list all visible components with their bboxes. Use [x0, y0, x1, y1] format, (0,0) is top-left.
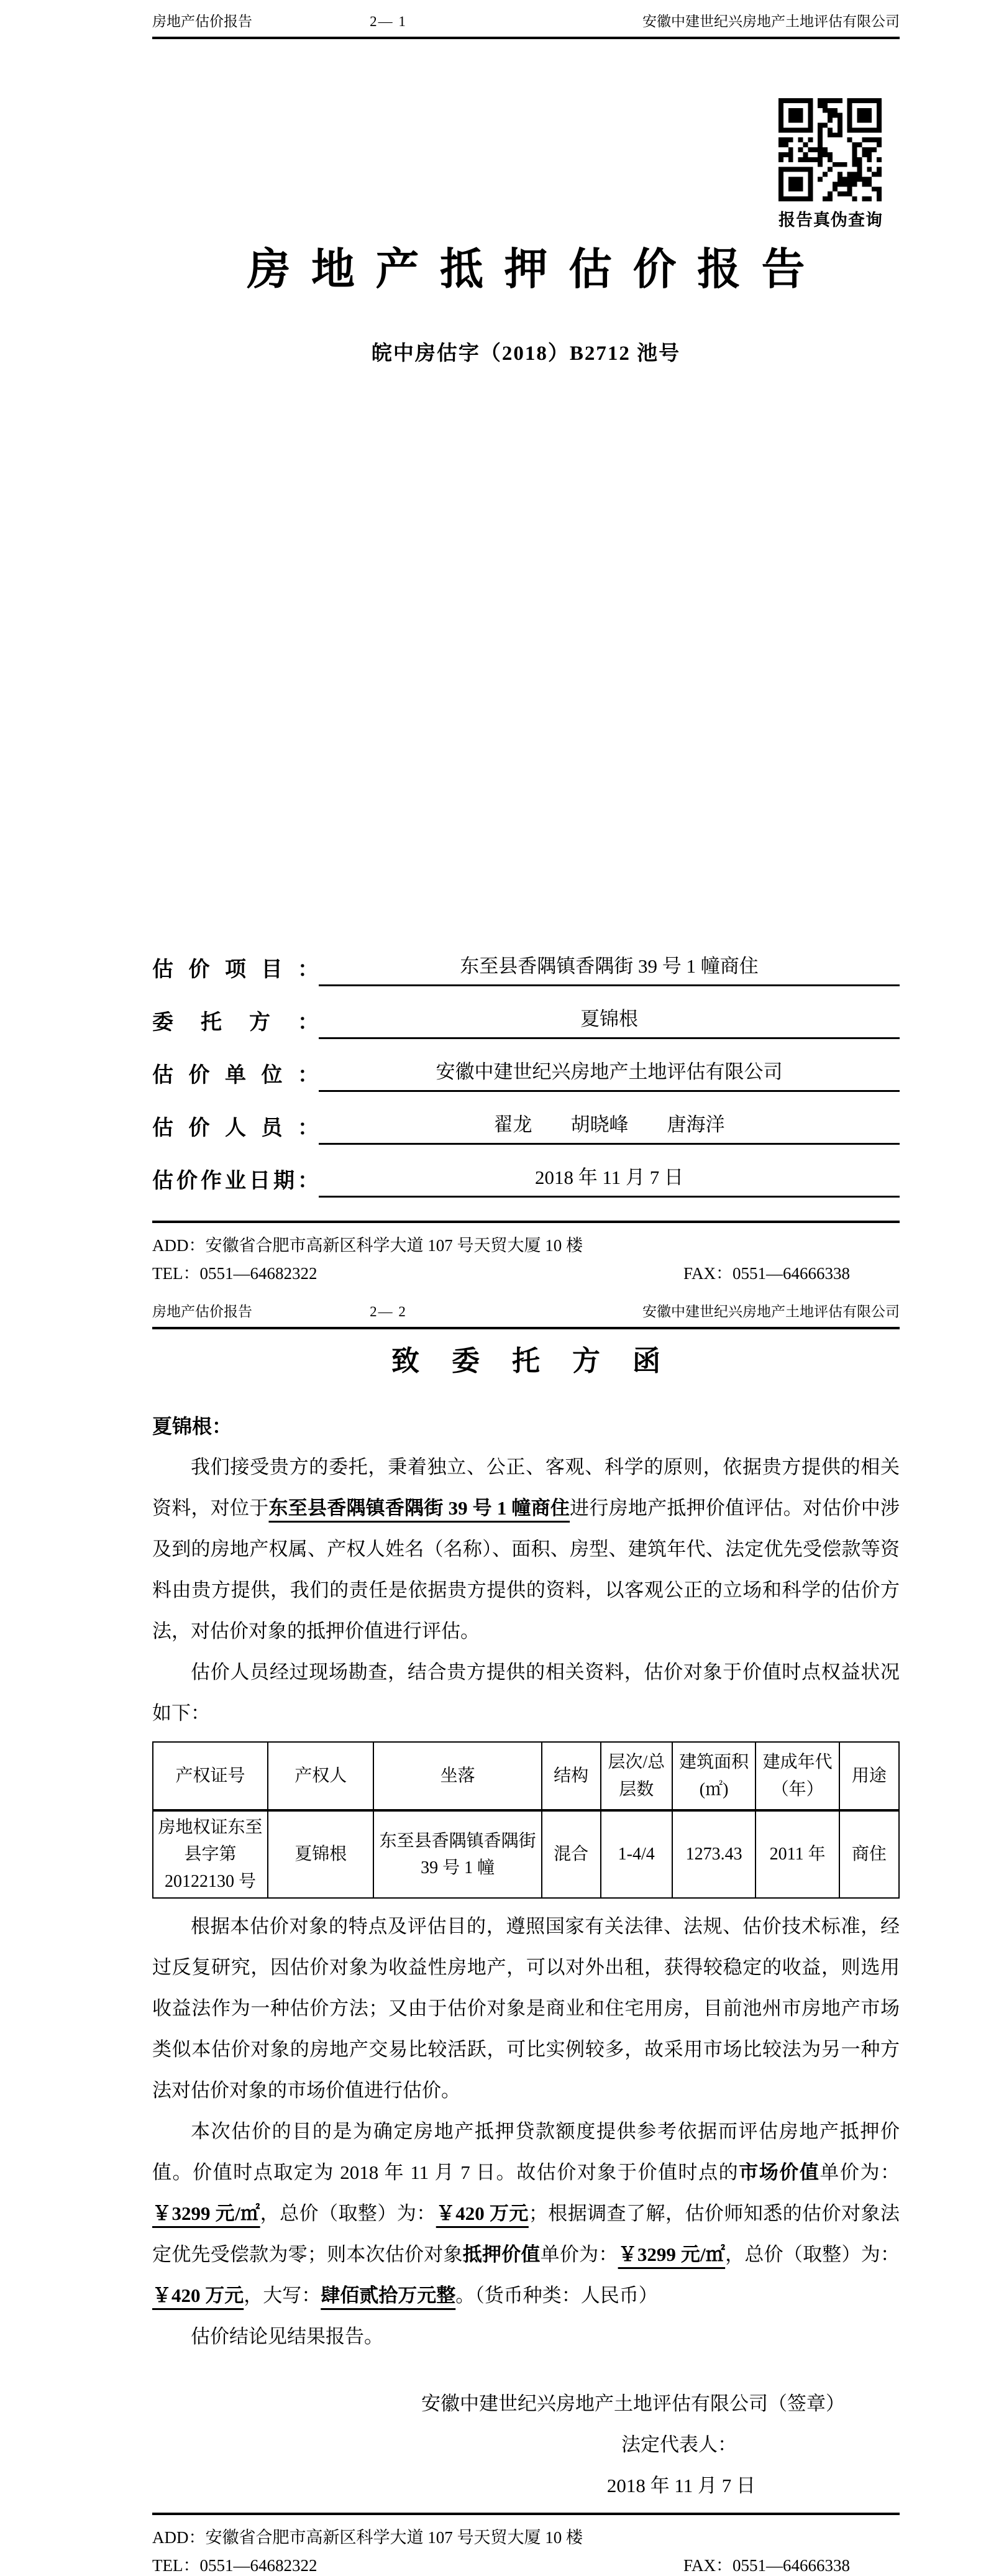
page2-running-footer: [152, 2513, 900, 2576]
cover-field-row: [152, 1145, 900, 1198]
table-header-cell: 结构: [542, 1742, 601, 1810]
paragraph-conclusion: 估价结论见结果报告。: [191, 2326, 383, 2348]
qr-caption: 报告真伪查询: [778, 211, 883, 229]
table-header-cell: 建成年代（年）: [755, 1742, 839, 1810]
text-run: 单价为：: [819, 2161, 900, 2184]
qr-code-icon: [778, 98, 882, 201]
text-run: 单价为：: [540, 2244, 618, 2266]
header-page-number: 2— 1: [370, 14, 407, 29]
table-cell: 1273.43: [672, 1810, 756, 1898]
table-header-cell: 用途: [839, 1742, 899, 1810]
emphasized-text: ￥3299 元/㎡: [618, 2244, 726, 2266]
table-cell: 商住: [839, 1810, 899, 1898]
table-header-cell: 产权人: [268, 1742, 374, 1810]
page1-running-header: [152, 10, 900, 39]
footer-fax: FAX：0551—64666338: [683, 1264, 850, 1283]
table-cell: 东至县香隅镇香隅街 39 号 1 幢: [373, 1810, 541, 1898]
emphasized-text: ￥420 万元: [436, 2202, 529, 2225]
emphasized-text: ￥420 万元: [152, 2285, 244, 2307]
field-value-underlined: 2018 年 11 月 7 日: [319, 1162, 900, 1198]
text-run: 。（货币种类：人民币）: [455, 2285, 658, 2307]
table-header-cell: 建筑面积(㎡): [672, 1742, 756, 1810]
field-label: 估价人员：: [152, 1116, 319, 1140]
table-header-row: [153, 1742, 899, 1810]
field-value-underlined: 东至县香隅镇香隅街 39 号 1 幢商住: [319, 950, 900, 986]
field-label: 估价单位：: [152, 1063, 319, 1087]
field-value-underlined: 安徽中建世纪兴房地产土地评估有限公司: [319, 1056, 900, 1092]
emphasized-text: ￥3299 元/㎡: [152, 2202, 260, 2225]
text-run: 本次估价的目的是为确定房地产抵押贷款额度提供参考依据而评估房地产抵押价值。价值时点取定为 2018 年 11 月 7 日。故估价对象于价值时点的: [152, 2120, 900, 2184]
field-label: 估价项目：: [152, 958, 319, 981]
salutation: 夏锦根：: [152, 1415, 232, 1437]
text-run: ；根据调查了解，估价师知悉的估价对象法定优先受偿款为零；则本次估价对象: [152, 2202, 900, 2266]
text-run: 进行房地产抵押价值评估。对估价中涉及到的房地产权属、产权人姓名（名称）、面积、房型、建筑年代、法定优先受偿款等资料由贵方提供，我们的责任是依据贵方提供的资料，以客观公正的立场和科学的估价方法，对估价对象的抵押价值进行评估。: [152, 1497, 900, 1642]
footer-fax: FAX：0551—64666338: [683, 2556, 850, 2575]
header-page-number: 2— 2: [370, 1304, 407, 1319]
paragraph-inspection: 估价人员经过现场勘查，结合贵方提供的相关资料，估价对象于价值时点权益状况如下：: [152, 1661, 900, 1724]
letter-body: [152, 1406, 900, 2357]
property-rights-table: [152, 1741, 900, 1899]
text-run: ，总价（取整）为：: [260, 2202, 436, 2225]
header-report-type: 房地产估价报告: [152, 1304, 252, 1319]
footer-address: ADD：安徽省合肥市高新区科学大道 107 号天贸大厦 10 楼: [152, 1236, 583, 1255]
table-cell: 夏锦根: [268, 1810, 374, 1898]
table-cell: 2011 年: [755, 1810, 839, 1898]
footer-telephone: TEL：0551—64682322: [152, 1264, 317, 1283]
cover-fields: [152, 933, 900, 1198]
footer-telephone: TEL：0551—64682322: [152, 2556, 317, 2575]
field-value-underlined: 翟龙 胡晓峰 唐海洋: [319, 1109, 900, 1145]
text-run: ，大写：: [244, 2285, 321, 2307]
qr-verification-block: [778, 98, 882, 231]
page2-running-header: [152, 1300, 900, 1329]
table-cell: 房地权证东至县字第 20122130 号: [153, 1810, 268, 1898]
header-company-name: 安徽中建世纪兴房地产土地评估有限公司: [642, 14, 900, 29]
report-number: 皖中房估字（2018）B2712 池号: [371, 342, 681, 365]
letter-title: 致委托方函: [391, 1345, 693, 1377]
field-value-underlined: 夏锦根: [319, 1003, 900, 1039]
header-report-type: 房地产估价报告: [152, 14, 252, 29]
field-label: 估价作业日期：: [152, 1169, 319, 1193]
table-cell: 混合: [542, 1810, 601, 1898]
emphasized-text: 肆佰贰拾万元整: [321, 2285, 456, 2307]
emphasized-text: 抵押价值: [462, 2244, 541, 2266]
table-data-row: [153, 1810, 899, 1898]
text-run: 我们接受贵方的委托，秉着独立、公正、客观、科学的原则，依据贵方提供的相关资料，对位于: [152, 1456, 900, 1519]
emphasized-text: 东至县香隅镇香隅街 39 号 1 幢商住: [268, 1497, 570, 1519]
signature-company: 安徽中建世纪兴房地产土地评估有限公司（签章）: [421, 2393, 845, 2415]
table-header-cell: 层次/总层数: [601, 1742, 672, 1810]
paragraph-methodology: 根据本估价对象的特点及评估目的，遵照国家有关法律、法规、估价技术标准，经过反复研究，因估价对象为收益性房地产，可以对外出租，获得较稳定的收益，则选用收益法作为一种估价方法；又由于估价对象是商业和住宅用房，目前池州市房地产市场类似本估价对象的房地产交易比较活跃，可比实例较多，故采用市场比较法为另一种方法对估价对象的市场价值进行估价。: [152, 1915, 900, 2102]
report-document: [0, 10, 986, 2575]
cover-field-row: [152, 1039, 900, 1092]
field-label: 委托方：: [152, 1011, 319, 1034]
emphasized-text: 市场价值: [739, 2161, 820, 2184]
paragraph-engagement: [152, 1447, 900, 1652]
header-company-name: 安徽中建世纪兴房地产土地评估有限公司: [642, 1304, 900, 1319]
signature-block: [152, 2383, 900, 2506]
cover-field-row: [152, 986, 900, 1039]
paragraph-valuation-result: [152, 2111, 900, 2316]
table-cell: 1-4/4: [601, 1810, 672, 1898]
cover-field-row: [152, 933, 900, 986]
cover-field-row: [152, 1092, 900, 1145]
signature-date: 2018 年 11 月 7 日: [606, 2475, 755, 2497]
footer-address: ADD：安徽省合肥市高新区科学大道 107 号天贸大厦 10 楼: [152, 2528, 583, 2547]
page1-running-footer: [152, 1221, 900, 1284]
table-header-cell: 坐落: [373, 1742, 541, 1810]
text-run: ，总价（取整）为：: [725, 2244, 900, 2266]
legal-representative-label: 法定代表人：: [621, 2434, 737, 2456]
table-header-cell: 产权证号: [153, 1742, 268, 1810]
report-title: 房 地 产 抵 押 估 价 报 告: [247, 246, 810, 294]
